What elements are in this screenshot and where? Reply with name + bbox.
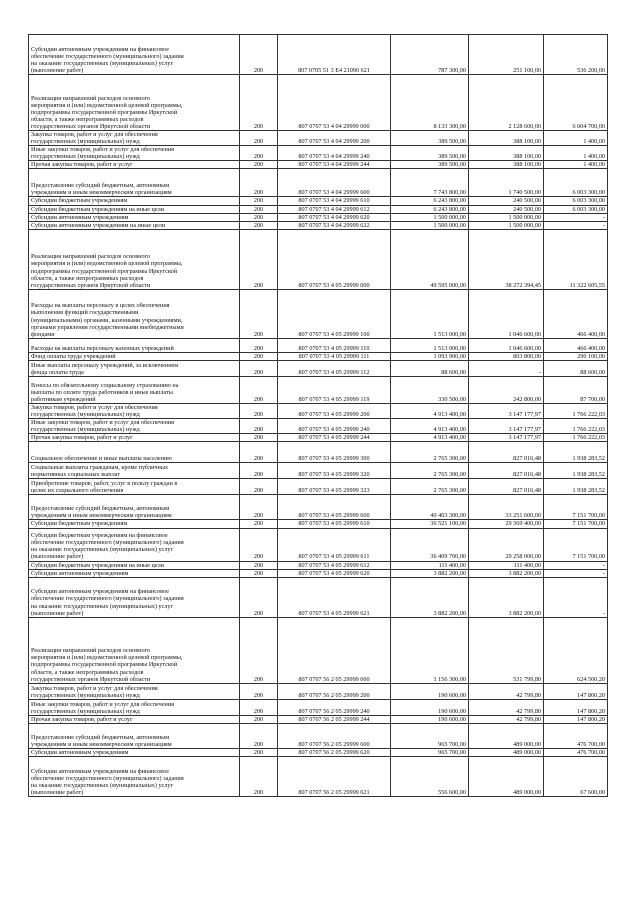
row-executed-amount-cell: 1 500 000,00 (469, 221, 544, 229)
row-executed-amount-cell: 531 799,80 (469, 617, 544, 683)
row-budget-code-cell: 807 0707 53 4 04 29999 244 (278, 161, 391, 169)
row-line-code-cell: 200 (240, 289, 278, 338)
row-line-code-cell: 200 (240, 213, 278, 221)
row-line-code-cell: 200 (240, 715, 278, 723)
table-row (29, 723, 608, 748)
row-name-cell: Субсидии автономным учреждениям на финансовое обеспечение государственного (муниципального) задания на оказание государственных (муниципальных) услуг (выполнение работ) (29, 35, 240, 75)
table-row (29, 419, 608, 434)
row-executed-amount-cell: 827 016,48 (469, 463, 544, 479)
row-executed-amount-cell: 3 882 200,00 (469, 569, 544, 577)
row-executed-amount-cell: 3 147 177,97 (469, 403, 544, 418)
row-executed-amount-cell: 803 800,00 (469, 352, 544, 360)
table-row (29, 146, 608, 161)
row-line-code-cell: 200 (240, 403, 278, 418)
row-budget-code-cell: 807 0707 53 4 05 29999 612 (278, 561, 391, 569)
row-budget-code-cell: 807 0707 56 2 05 29999 200 (278, 683, 391, 699)
row-line-code-cell: 200 (240, 434, 278, 442)
row-approved-amount-cell: 330 500,00 (391, 376, 469, 403)
row-approved-amount-cell: 36 521 100,00 (391, 520, 469, 528)
row-budget-code-cell: 807 0707 53 4 04 29999 622 (278, 221, 391, 229)
row-unexecuted-amount-cell: 1 938 283,52 (544, 479, 608, 495)
row-approved-amount-cell: 787 300,00 (391, 35, 469, 75)
row-budget-code-cell: 807 0707 53 4 04 29999 600 (278, 169, 391, 197)
row-budget-code-cell: 807 0707 53 4 05 29999 611 (278, 528, 391, 561)
row-executed-amount-cell: 29 369 400,00 (469, 520, 544, 528)
row-budget-code-cell: 807 0707 53 4 05 29999 240 (278, 419, 391, 434)
row-unexecuted-amount-cell: 67 600,00 (544, 756, 608, 796)
table-row (29, 360, 608, 376)
row-budget-code-cell: 807 0707 53 4 04 29999 240 (278, 146, 391, 161)
row-executed-amount-cell: 1 500 000,00 (469, 213, 544, 221)
row-executed-amount-cell: 3 882 200,00 (469, 577, 544, 617)
row-unexecuted-amount-cell: 1 938 283,52 (544, 442, 608, 463)
row-budget-code-cell: 807 0707 53 4 05 29999 111 (278, 352, 391, 360)
row-line-code-cell: 200 (240, 723, 278, 748)
row-line-code-cell: 200 (240, 479, 278, 495)
table-row (29, 229, 608, 289)
row-approved-amount-cell: 111 400,00 (391, 561, 469, 569)
row-name-cell: Расходы на выплаты персоналу в целях обеспечения выполнения функций государственными (муниципальными) органами, казенными учреждениями, органами управления государственными внебюджетными фондами (29, 289, 240, 338)
table-row (29, 35, 608, 75)
row-unexecuted-amount-cell: 1 400,00 (544, 161, 608, 169)
row-line-code-cell: 200 (240, 569, 278, 577)
row-executed-amount-cell: 42 799,80 (469, 683, 544, 699)
table-row (29, 161, 608, 169)
row-line-code-cell: 200 (240, 35, 278, 75)
row-budget-code-cell: 807 0707 53 4 05 29999 000 (278, 229, 391, 289)
row-approved-amount-cell: 49 595 000,00 (391, 229, 469, 289)
row-approved-amount-cell: 389 500,00 (391, 161, 469, 169)
table-row (29, 528, 608, 561)
row-approved-amount-cell: 1 500 000,00 (391, 221, 469, 229)
row-executed-amount-cell: 1 046 600,00 (469, 338, 544, 352)
row-name-cell: Иные закупки товаров, работ и услуг для обеспечения государственных (муниципальных) нужд (29, 419, 240, 434)
row-unexecuted-amount-cell: 466 400,00 (544, 289, 608, 338)
row-line-code-cell: 200 (240, 360, 278, 376)
row-name-cell: Прочая закупка товаров, работ и услуг (29, 715, 240, 723)
row-executed-amount-cell: 42 799,80 (469, 699, 544, 715)
row-line-code-cell: 200 (240, 146, 278, 161)
row-executed-amount-cell: 388 100,00 (469, 161, 544, 169)
row-approved-amount-cell: 4 913 400,00 (391, 434, 469, 442)
row-line-code-cell: 200 (240, 131, 278, 146)
table-row (29, 442, 608, 463)
row-unexecuted-amount-cell: 1 766 222,03 (544, 419, 608, 434)
table-row (29, 352, 608, 360)
row-unexecuted-amount-cell: 1 400,00 (544, 146, 608, 161)
row-approved-amount-cell: 1 093 900,00 (391, 352, 469, 360)
row-executed-amount-cell: 38 272 394,45 (469, 229, 544, 289)
row-unexecuted-amount-cell: 7 151 700,00 (544, 495, 608, 520)
row-approved-amount-cell: 4 913 400,00 (391, 419, 469, 434)
row-unexecuted-amount-cell: 11 322 605,55 (544, 229, 608, 289)
row-approved-amount-cell: 40 403 300,00 (391, 495, 469, 520)
row-budget-code-cell: 807 0707 53 4 05 29999 119 (278, 376, 391, 403)
row-line-code-cell: 200 (240, 229, 278, 289)
row-executed-amount-cell: 489 000,00 (469, 723, 544, 748)
table-row (29, 213, 608, 221)
row-unexecuted-amount-cell: 7 151 700,00 (544, 528, 608, 561)
table-row (29, 197, 608, 205)
row-unexecuted-amount-cell: 147 800,20 (544, 683, 608, 699)
row-unexecuted-amount-cell: 466 400,00 (544, 338, 608, 352)
row-line-code-cell: 200 (240, 528, 278, 561)
row-budget-code-cell: 807 0707 53 4 05 29999 320 (278, 463, 391, 479)
row-name-cell: Иные выплаты персоналу учреждений, за исключением фонда оплаты труда (29, 360, 240, 376)
row-name-cell: Взносы по обязательному социальному страхованию на выплаты по оплате труда работников и иные выплаты работникам учреждений (29, 376, 240, 403)
row-line-code-cell: 200 (240, 756, 278, 796)
row-line-code-cell: 200 (240, 561, 278, 569)
row-line-code-cell: 200 (240, 699, 278, 715)
row-approved-amount-cell: 4 913 400,00 (391, 403, 469, 418)
row-line-code-cell: 200 (240, 442, 278, 463)
row-name-cell: Иные закупки товаров, работ и услуг для обеспечения государственных (муниципальных) нужд (29, 146, 240, 161)
table-row (29, 169, 608, 197)
row-name-cell: Субсидии бюджетным учреждениям на иные цели (29, 205, 240, 213)
row-name-cell: Субсидии автономным учреждениям (29, 748, 240, 756)
row-name-cell: Иные закупки товаров, работ и услуг для обеспечения государственных (муниципальных) нужд (29, 699, 240, 715)
row-name-cell: Субсидии автономным учреждениям на финансовое обеспечение государственного (муниципального) задания на оказание государственных (муниципальных) услуг (выполнение работ) (29, 577, 240, 617)
row-unexecuted-amount-cell: 6 004 700,00 (544, 75, 608, 131)
row-name-cell: Субсидии бюджетным учреждениям на финансовое обеспечение государственного (муниципального) задания на оказание государственных (муниципальных) услуг (выполнение работ) (29, 528, 240, 561)
row-budget-code-cell: 807 0707 53 4 05 29999 300 (278, 442, 391, 463)
table-row (29, 715, 608, 723)
row-approved-amount-cell: 3 882 200,00 (391, 569, 469, 577)
row-line-code-cell: 200 (240, 419, 278, 434)
row-line-code-cell: 200 (240, 376, 278, 403)
row-line-code-cell: 200 (240, 683, 278, 699)
row-approved-amount-cell: 556 600,00 (391, 756, 469, 796)
row-unexecuted-amount-cell: 6 003 300,00 (544, 169, 608, 197)
row-executed-amount-cell: 240 500,00 (469, 205, 544, 213)
row-approved-amount-cell: 389 500,00 (391, 131, 469, 146)
row-executed-amount-cell: 827 016,48 (469, 442, 544, 463)
row-approved-amount-cell: 88 600,00 (391, 360, 469, 376)
row-name-cell: Субсидии автономным учреждениям (29, 213, 240, 221)
row-unexecuted-amount-cell: 536 200,00 (544, 35, 608, 75)
table-row (29, 561, 608, 569)
row-approved-amount-cell: 2 765 300,00 (391, 442, 469, 463)
row-name-cell: Субсидии бюджетным учреждениям (29, 520, 240, 528)
table-row (29, 756, 608, 796)
row-name-cell: Приобретение товаров, работ, услуг в пользу граждан в целях их социального обеспечения (29, 479, 240, 495)
row-approved-amount-cell: 36 409 700,00 (391, 528, 469, 561)
budget-table (28, 34, 608, 797)
row-budget-code-cell: 807 0707 56 2 05 29999 621 (278, 756, 391, 796)
row-unexecuted-amount-cell: 1 938 283,52 (544, 463, 608, 479)
table-row (29, 520, 608, 528)
row-approved-amount-cell: 965 700,00 (391, 748, 469, 756)
row-executed-amount-cell: 1 740 500,00 (469, 169, 544, 197)
row-executed-amount-cell: - (469, 360, 544, 376)
row-name-cell: Социальное обеспечение и иные выплаты населению (29, 442, 240, 463)
row-executed-amount-cell: 42 799,80 (469, 715, 544, 723)
table-row (29, 495, 608, 520)
row-unexecuted-amount-cell: - (544, 561, 608, 569)
row-line-code-cell: 200 (240, 520, 278, 528)
row-executed-amount-cell: 33 251 600,00 (469, 495, 544, 520)
row-approved-amount-cell: 2 765 300,00 (391, 463, 469, 479)
row-approved-amount-cell: 2 765 300,00 (391, 479, 469, 495)
row-line-code-cell: 200 (240, 338, 278, 352)
table-row (29, 221, 608, 229)
row-name-cell: Субсидии бюджетным учреждениям (29, 197, 240, 205)
row-budget-code-cell: 807 0707 53 4 05 29999 100 (278, 289, 391, 338)
row-name-cell: Закупка товаров, работ и услуг для обеспечения государственных (муниципальных) нужд (29, 403, 240, 418)
table-row (29, 748, 608, 756)
table-row (29, 577, 608, 617)
table-row (29, 463, 608, 479)
row-executed-amount-cell: 2 128 600,00 (469, 75, 544, 131)
row-executed-amount-cell: 388 100,00 (469, 146, 544, 161)
row-unexecuted-amount-cell: 624 500,20 (544, 617, 608, 683)
row-name-cell: Субсидии автономным учреждениям на финансовое обеспечение государственного (муниципального) задания на оказание государственных (муниципальных) услуг (выполнение работ) (29, 756, 240, 796)
row-executed-amount-cell: 3 147 177,97 (469, 434, 544, 442)
row-unexecuted-amount-cell: - (544, 577, 608, 617)
row-line-code-cell: 200 (240, 169, 278, 197)
row-name-cell: Субсидии автономным учреждениям на иные цели (29, 221, 240, 229)
row-name-cell: Расходы на выплаты персоналу казенных учреждений (29, 338, 240, 352)
table-row (29, 131, 608, 146)
row-name-cell: Закупка товаров, работ и услуг для обеспечения государственных (муниципальных) нужд (29, 131, 240, 146)
row-executed-amount-cell: 1 046 600,00 (469, 289, 544, 338)
row-executed-amount-cell: 3 147 177,97 (469, 419, 544, 434)
row-approved-amount-cell: 965 700,00 (391, 723, 469, 748)
row-unexecuted-amount-cell: 1 766 222,03 (544, 403, 608, 418)
row-name-cell: Фонд оплаты труда учреждений (29, 352, 240, 360)
table-row (29, 376, 608, 403)
row-approved-amount-cell: 8 133 300,00 (391, 75, 469, 131)
row-budget-code-cell: 807 0707 53 4 05 29999 323 (278, 479, 391, 495)
table-row (29, 699, 608, 715)
row-name-cell: Социальные выплаты гражданам, кроме публичных нормативных социальных выплат (29, 463, 240, 479)
row-budget-code-cell: 807 0707 53 4 04 29999 000 (278, 75, 391, 131)
table-row (29, 338, 608, 352)
row-unexecuted-amount-cell: - (544, 569, 608, 577)
row-line-code-cell: 200 (240, 577, 278, 617)
row-executed-amount-cell: 111 400,00 (469, 561, 544, 569)
row-name-cell: Предоставление субсидий бюджетным, автономным учреждениям и иным некоммерческим организациям (29, 169, 240, 197)
table-row (29, 479, 608, 495)
row-unexecuted-amount-cell: 6 003 300,00 (544, 205, 608, 213)
row-approved-amount-cell: 1 513 000,00 (391, 289, 469, 338)
table-row (29, 289, 608, 338)
row-name-cell: Реализация направлений расходов основного мероприятия и (или) ведомственной целевой программы, подпрограммы государственной программы Иркутской области, а также непрограммных расходов государственных органов Иркутской области (29, 75, 240, 131)
row-approved-amount-cell: 7 743 800,00 (391, 169, 469, 197)
row-name-cell: Закупка товаров, работ и услуг для обеспечения государственных (муниципальных) нужд (29, 683, 240, 699)
table-row (29, 205, 608, 213)
table-row (29, 403, 608, 418)
row-budget-code-cell: 807 0707 56 2 05 29999 600 (278, 723, 391, 748)
row-name-cell: Субсидии бюджетным учреждениям на иные цели (29, 561, 240, 569)
row-unexecuted-amount-cell: 1 400,00 (544, 131, 608, 146)
row-unexecuted-amount-cell: 476 700,00 (544, 723, 608, 748)
row-name-cell: Прочая закупка товаров, работ и услуг (29, 434, 240, 442)
row-budget-code-cell: 807 0705 51 3 E4 21090 621 (278, 35, 391, 75)
row-approved-amount-cell: 6 243 800,00 (391, 197, 469, 205)
row-line-code-cell: 200 (240, 161, 278, 169)
row-budget-code-cell: 807 0707 56 2 05 29999 240 (278, 699, 391, 715)
row-approved-amount-cell: 1 156 300,00 (391, 617, 469, 683)
row-budget-code-cell: 807 0707 53 4 05 29999 200 (278, 403, 391, 418)
row-executed-amount-cell: 827 016,48 (469, 479, 544, 495)
row-unexecuted-amount-cell: 147 800,20 (544, 699, 608, 715)
row-unexecuted-amount-cell: 87 700,00 (544, 376, 608, 403)
row-approved-amount-cell: 190 600,00 (391, 715, 469, 723)
row-executed-amount-cell: 388 100,00 (469, 131, 544, 146)
row-unexecuted-amount-cell: 290 100,00 (544, 352, 608, 360)
row-line-code-cell: 200 (240, 617, 278, 683)
table-row (29, 569, 608, 577)
row-executed-amount-cell: 240 500,00 (469, 197, 544, 205)
row-budget-code-cell: 807 0707 53 4 04 29999 610 (278, 197, 391, 205)
table-row (29, 683, 608, 699)
table-row (29, 434, 608, 442)
row-executed-amount-cell: 29 258 000,00 (469, 528, 544, 561)
row-unexecuted-amount-cell: 6 003 300,00 (544, 197, 608, 205)
row-line-code-cell: 200 (240, 75, 278, 131)
row-budget-code-cell: 807 0707 53 4 05 29999 600 (278, 495, 391, 520)
row-line-code-cell: 200 (240, 495, 278, 520)
row-name-cell: Прочая закупка товаров, работ и услуг (29, 161, 240, 169)
row-approved-amount-cell: 1 500 000,00 (391, 213, 469, 221)
row-budget-code-cell: 807 0707 53 4 05 29999 110 (278, 338, 391, 352)
row-unexecuted-amount-cell: 147 800,20 (544, 715, 608, 723)
row-name-cell: Реализация направлений расходов основного мероприятия и (или) ведомственной целевой программы, подпрограммы государственной программы Иркутской области, а также непрограммных расходов государственных органов Иркутской области (29, 229, 240, 289)
row-executed-amount-cell: 489 000,00 (469, 756, 544, 796)
row-budget-code-cell: 807 0707 56 2 05 29999 000 (278, 617, 391, 683)
row-unexecuted-amount-cell: 88 600,00 (544, 360, 608, 376)
row-budget-code-cell: 807 0707 56 2 05 29999 244 (278, 715, 391, 723)
row-approved-amount-cell: 190 600,00 (391, 683, 469, 699)
row-approved-amount-cell: 6 243 800,00 (391, 205, 469, 213)
row-unexecuted-amount-cell: - (544, 221, 608, 229)
row-approved-amount-cell: 1 513 000,00 (391, 338, 469, 352)
row-approved-amount-cell: 3 882 200,00 (391, 577, 469, 617)
row-line-code-cell: 200 (240, 463, 278, 479)
row-budget-code-cell: 807 0707 53 4 05 29999 244 (278, 434, 391, 442)
row-name-cell: Субсидии автономным учреждениям (29, 569, 240, 577)
row-budget-code-cell: 807 0707 53 4 04 29999 612 (278, 205, 391, 213)
table-row (29, 617, 608, 683)
row-budget-code-cell: 807 0707 53 4 05 29999 610 (278, 520, 391, 528)
row-line-code-cell: 200 (240, 197, 278, 205)
row-budget-code-cell: 807 0707 53 4 05 29999 620 (278, 569, 391, 577)
row-executed-amount-cell: 242 800,00 (469, 376, 544, 403)
row-budget-code-cell: 807 0707 53 4 04 29999 200 (278, 131, 391, 146)
row-unexecuted-amount-cell: - (544, 213, 608, 221)
row-unexecuted-amount-cell: 7 151 700,00 (544, 520, 608, 528)
row-name-cell: Предоставление субсидий бюджетным, автономным учреждениям и иным некоммерческим организациям (29, 723, 240, 748)
row-unexecuted-amount-cell: 1 766 222,03 (544, 434, 608, 442)
row-executed-amount-cell: 489 000,00 (469, 748, 544, 756)
row-budget-code-cell: 807 0707 56 2 05 29999 620 (278, 748, 391, 756)
row-budget-code-cell: 807 0707 53 4 04 29999 620 (278, 213, 391, 221)
row-line-code-cell: 200 (240, 205, 278, 213)
row-name-cell: Реализация направлений расходов основного мероприятия и (или) ведомственной целевой программы, подпрограммы государственной программы Иркутской области, а также непрограммных расходов государственных органов Иркутской области (29, 617, 240, 683)
row-approved-amount-cell: 389 500,00 (391, 146, 469, 161)
row-unexecuted-amount-cell: 476 700,00 (544, 748, 608, 756)
row-budget-code-cell: 807 0707 53 4 05 29999 621 (278, 577, 391, 617)
row-line-code-cell: 200 (240, 352, 278, 360)
table-row (29, 75, 608, 131)
row-line-code-cell: 200 (240, 748, 278, 756)
row-name-cell: Предоставление субсидий бюджетным, автономным учреждениям и иным некоммерческим организациям (29, 495, 240, 520)
row-approved-amount-cell: 190 600,00 (391, 699, 469, 715)
row-executed-amount-cell: 251 100,00 (469, 35, 544, 75)
row-line-code-cell: 200 (240, 221, 278, 229)
row-budget-code-cell: 807 0707 53 4 05 29999 112 (278, 360, 391, 376)
